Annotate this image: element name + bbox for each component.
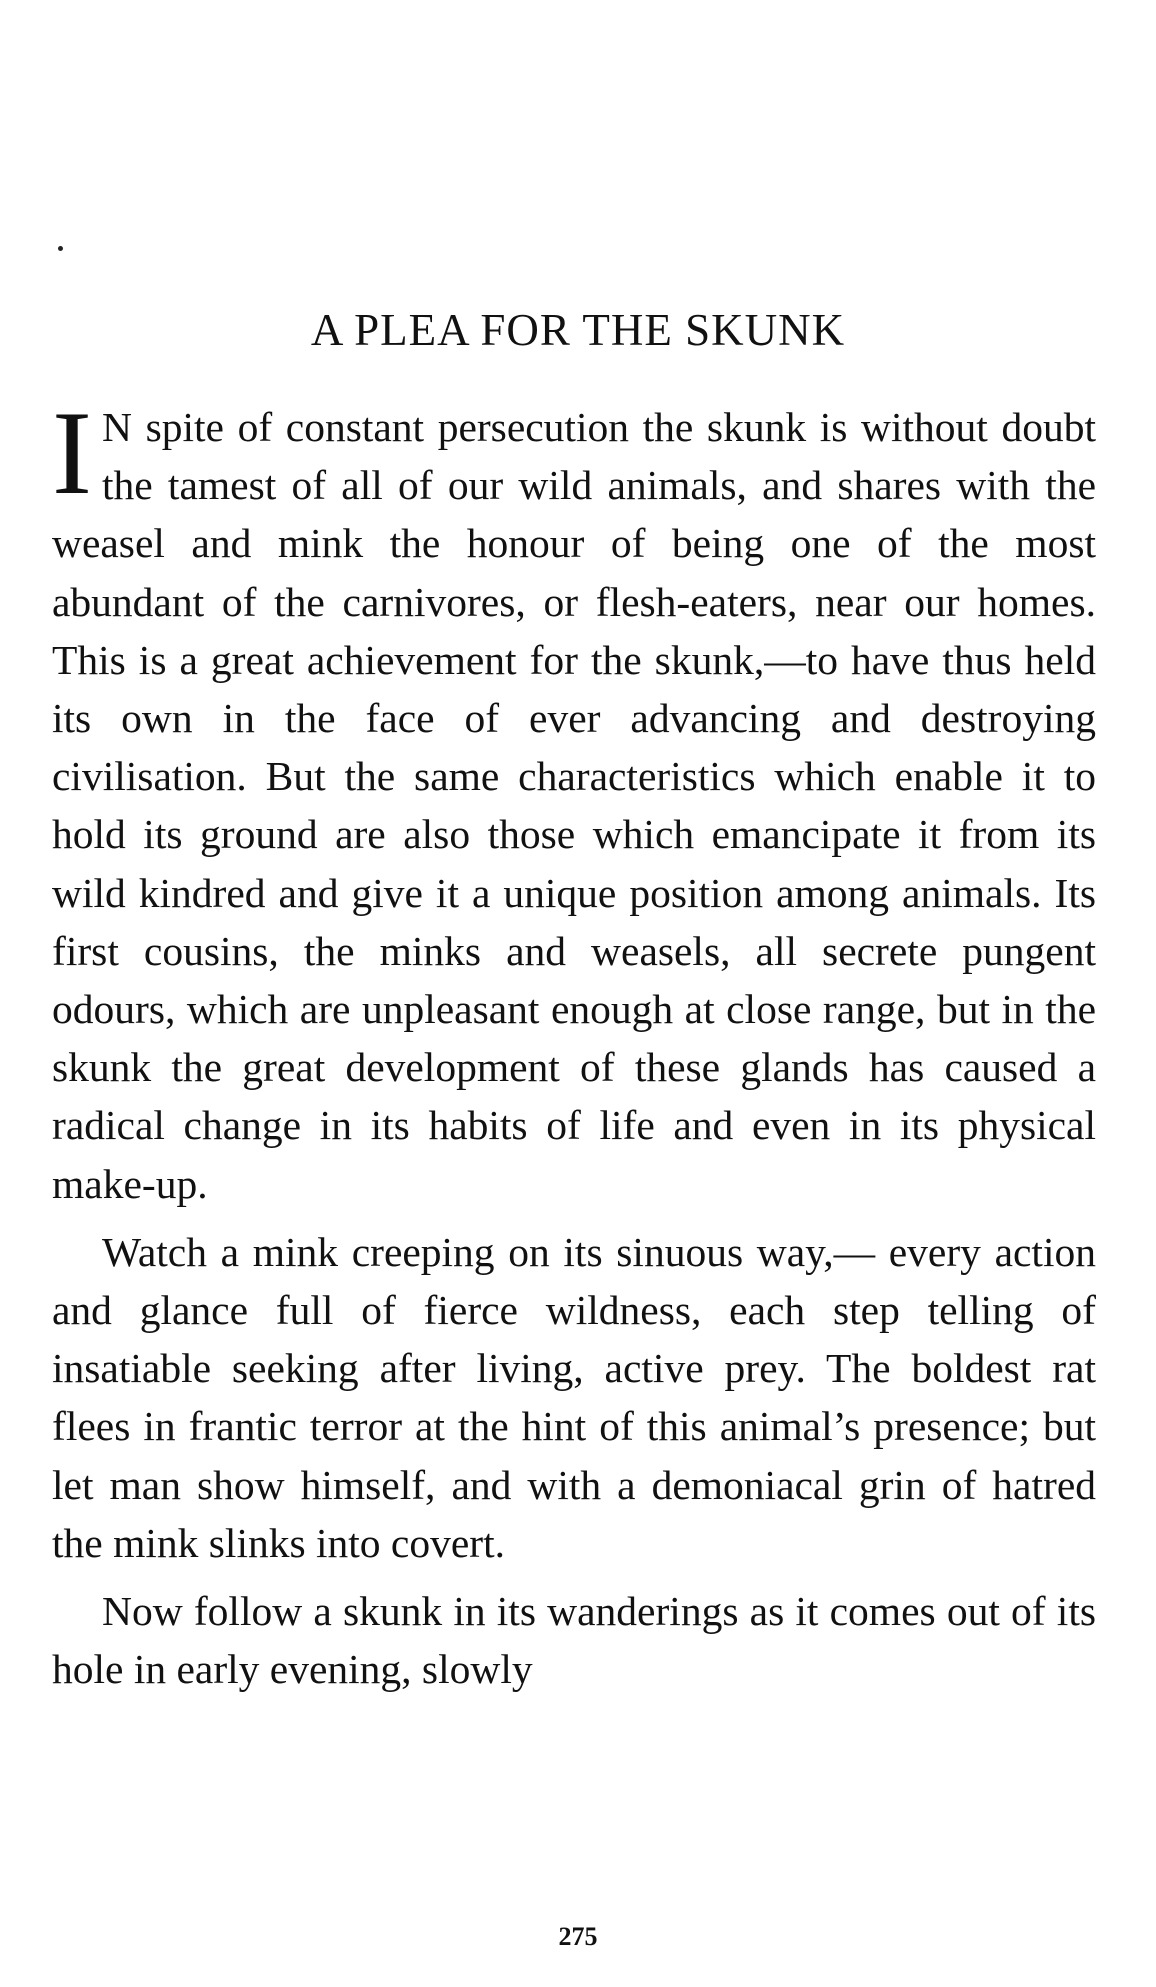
paragraph-3: Now follow a skunk in its wanderings as it comes out of its hole in early evening, slowly [52,1588,1096,1693]
stray-ink-dot [58,246,63,251]
body-text [52,386,1096,1708]
paragraph-1 [52,386,1096,1213]
chapter-title: A PLEA FOR THE SKUNK [310,305,846,355]
paragraph-2: Watch a mink creeping on its sinuous way,— every action and glance full of fierce wildness, each step telling of insatiable seeking after living, active prey. The boldest rat flees in frantic terror at the hint of this animal’s presence; but let man show himself, and with a demoniacal grin of hatred the mink slinks into covert. [52,1228,1096,1566]
paragraph-1-text: N spite of constant persecution the skunk is without doubt the tamest of all of our wild animals, and shares with the weasel and mink the honour of being one of the most abundant of the carnivores, or flesh-eaters, near our homes. This is a great achievement for the skunk,—to have thus held its own in the face of ever advancing and destroying civilisation. But the same characteristics which enable it to hold its ground are also those which emancipate it from its wild kindred and give it a unique position among animals. Its first cousins, the minks and weasels, all secrete pungent odours, which are unpleasant enough at close range, but in the skunk the great development of these glands has caused a radical change in its habits of life and even in its physical make-up. [52,404,1096,1207]
page-number: 275 [558,1922,598,1951]
drop-cap: I [52,386,92,519]
